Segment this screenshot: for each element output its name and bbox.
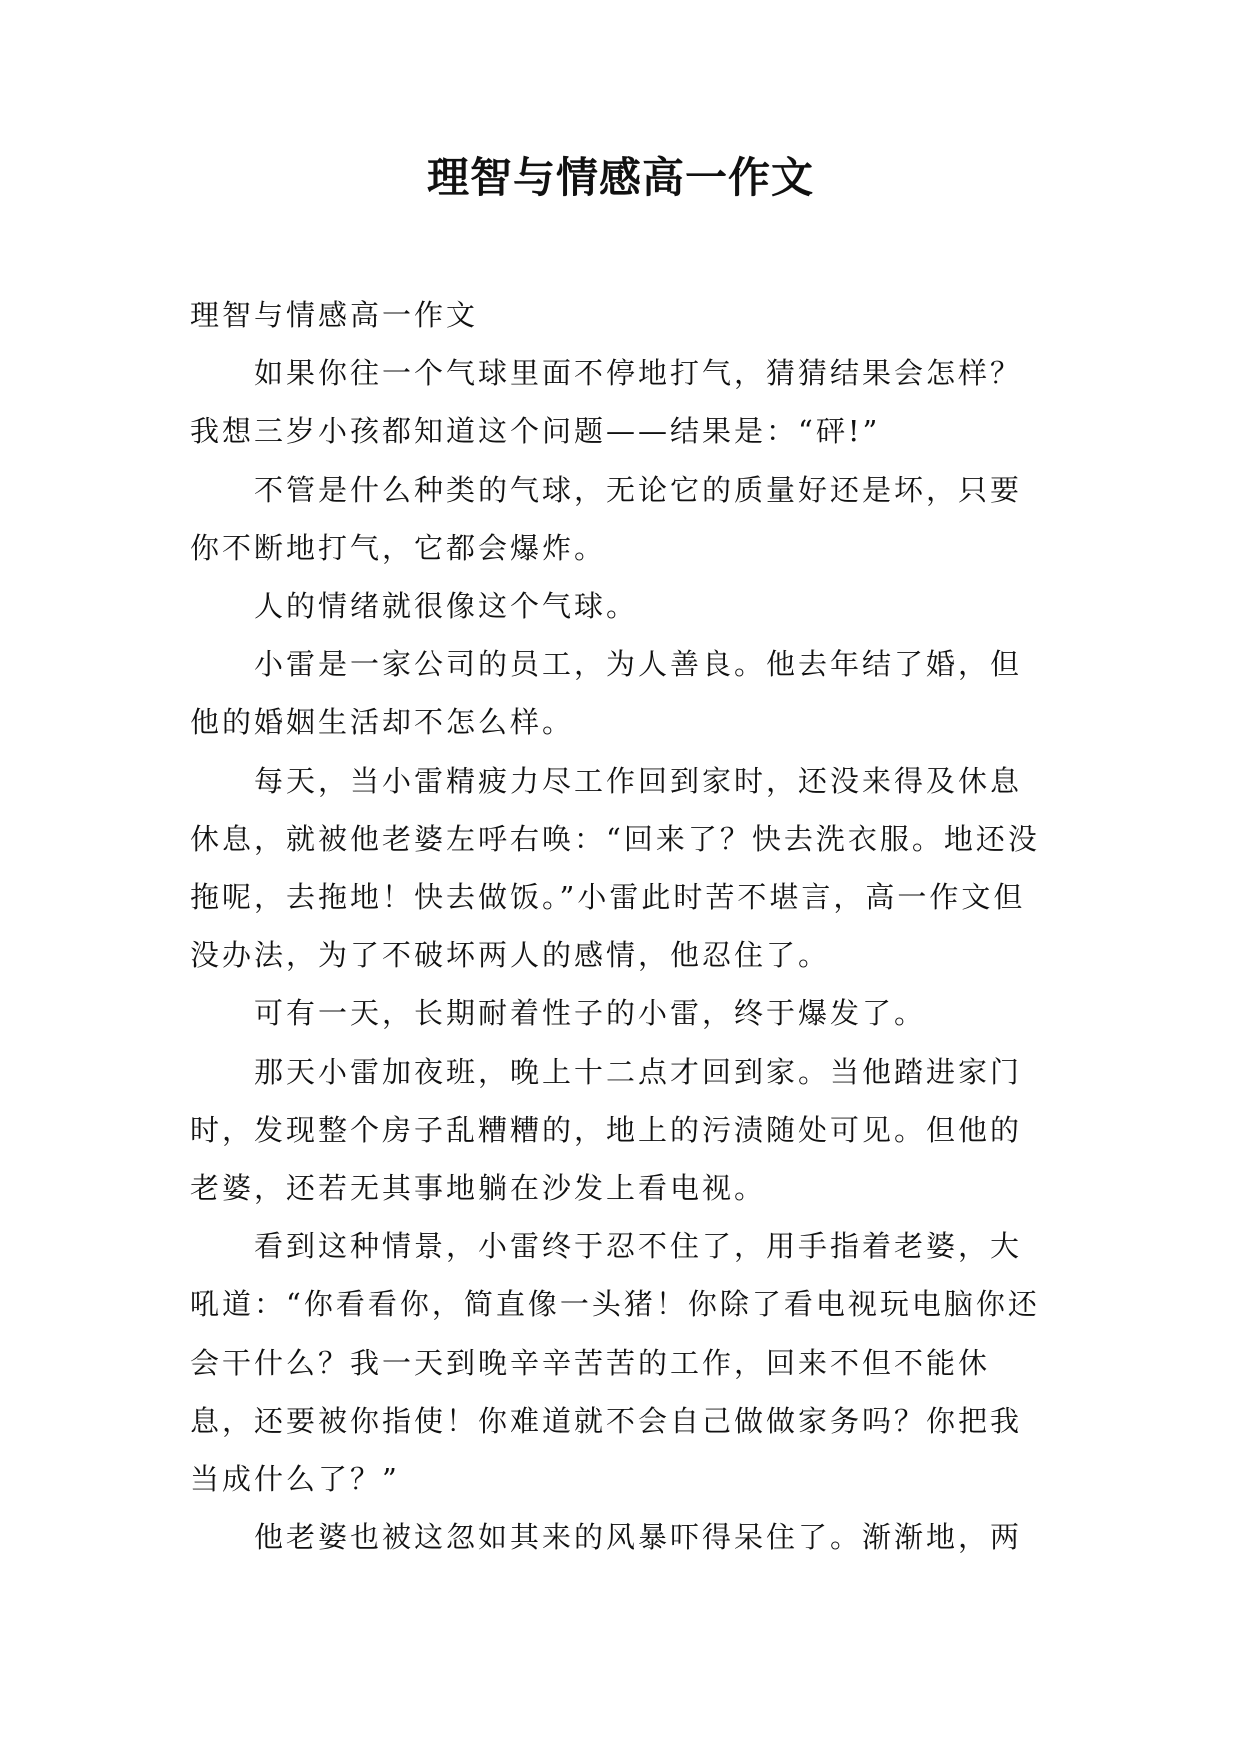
- document-title: 理智与情感高一作文: [426, 153, 814, 202]
- document-subtitle: 理智与情感高一作文: [190, 298, 479, 332]
- paragraph: 每天，当小雷精疲力尽工作回到家时，还没来得及休息休息，就被他老婆左呼右唤：“回来了？快去洗衣服。地还没拖呢，去拖地！快去做饭。”小雷此时苦不堪言，高一作文但没办法，为了不破坏两人的感情，他忍住了。: [190, 763, 1040, 973]
- paragraph: 人的情绪就很像这个气球。: [254, 589, 639, 624]
- paragraph: 如果你往一个气球里面不停地打气，猜猜结果会怎样？我想三岁小孩都知道这个问题——结果是：“砰!”: [190, 356, 1023, 449]
- paragraph: 不管是什么种类的气球，无论它的质量好还是坏，只要你不断地打气，它都会爆炸。: [190, 472, 1023, 565]
- document-body: [190, 286, 1050, 1566]
- paragraph: 小雷是一家公司的员工，为人善良。他去年结了婚，但他的婚姻生活却不怎么样。: [190, 647, 1023, 740]
- paragraph: 他老婆也被这忽如其来的风暴吓得呆住了。渐渐地，两: [254, 1520, 1023, 1555]
- paragraph: 可有一天，长期耐着性子的小雷，终于爆发了。: [254, 996, 927, 1031]
- paragraph: 那天小雷加夜班，晚上十二点才回到家。当他踏进家门时，发现整个房子乱糟糟的，地上的污渍随处可见。但他的老婆，还若无其事地躺在沙发上看电视。: [190, 1054, 1023, 1206]
- paragraph: 看到这种情景，小雷终于忍不住了，用手指着老婆，大吼道：“你看看你，简直像一头猪！你除了看电视玩电脑你还会干什么？我一天到晚辛辛苦苦的工作，回来不但不能休息，还要被你指使！你难道就不会自己做做家务吗？你把我当成什么了？”: [190, 1229, 1040, 1497]
